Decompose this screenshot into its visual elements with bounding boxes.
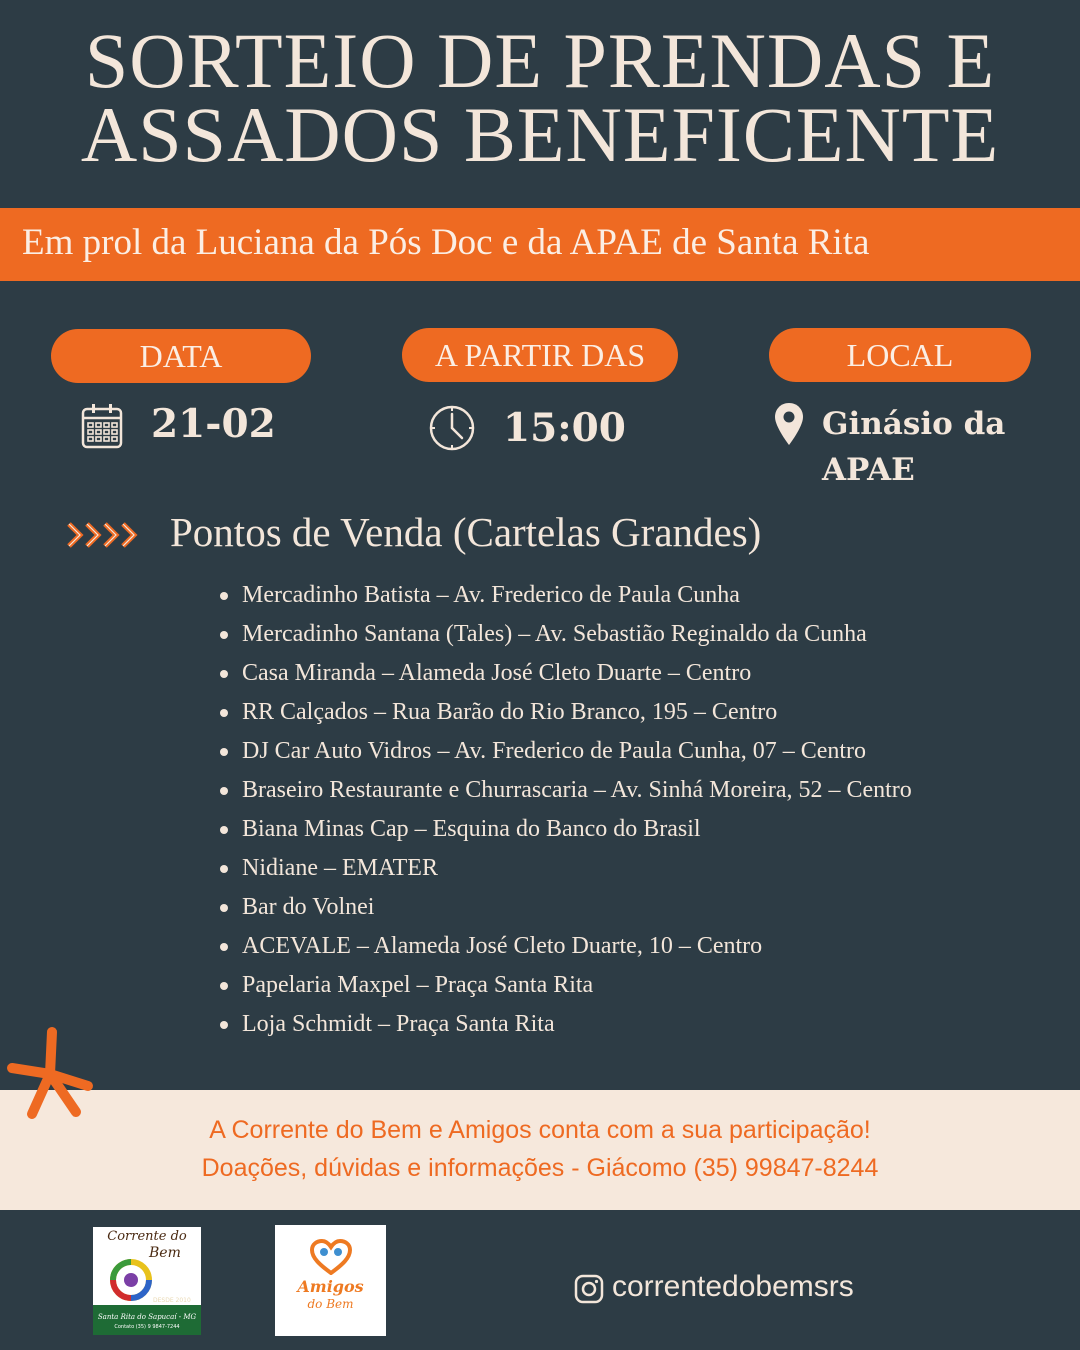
logo-corrente-title-2: Bem <box>149 1245 181 1261</box>
logo-corrente-title-1: Corrente do <box>107 1229 187 1244</box>
footer-message: A Corrente do Bem e Amigos conta com a sua participação! <box>209 1116 871 1144</box>
corrente-do-bem-logo <box>93 1227 201 1335</box>
logo-amigos-line-2: do Bem <box>307 1297 354 1311</box>
location-label-pill: LOCAL <box>769 328 1031 382</box>
title-line-2: ASSADOS BENEFICENTE <box>80 91 1000 178</box>
logo-amigos-line-1: Amigos <box>297 1277 364 1296</box>
location-line-1: Ginásio da <box>822 406 1006 442</box>
list-item: Braseiro Restaurante e Churrascaria – Av. Sinhá Moreira, 52 – Centro <box>218 771 912 810</box>
heart-people-icon <box>310 1239 352 1275</box>
title-line-1: SORTEIO DE PRENDAS E <box>84 17 996 104</box>
clock-icon <box>428 404 476 452</box>
list-item: RR Calçados – Rua Barão do Rio Branco, 195 – Centro <box>218 693 912 732</box>
sales-points-title: Pontos de Venda (Cartelas Grandes) <box>170 509 762 555</box>
logo-corrente-contact: Contato (35) 9 9847-7244 <box>114 1324 180 1330</box>
time-value: 15:00 <box>503 405 626 451</box>
date-value: 21-02 <box>151 401 276 447</box>
sales-points-list <box>218 576 912 1044</box>
list-item: Mercadinho Santana (Tales) – Av. Sebastião Reginaldo da Cunha <box>218 615 912 654</box>
list-item: ACEVALE – Alameda José Cleto Duarte, 10 – Centro <box>218 927 912 966</box>
subtitle: Em prol da Luciana da Pós Doc e da APAE de Santa Rita <box>22 222 870 263</box>
list-item: Papelaria Maxpel – Praça Santa Rita <box>218 966 912 1005</box>
list-item: Casa Miranda – Alameda José Cleto Duarte – Centro <box>218 654 912 693</box>
logo-corrente-city: Santa Rita do Sapucaí - MG <box>97 1313 197 1321</box>
footer-banner <box>0 1090 1080 1210</box>
instagram-handle[interactable]: correntedobemsrs <box>612 1270 854 1303</box>
instagram-icon <box>574 1274 604 1304</box>
logo-corrente-since: DESDE 2010 <box>153 1297 191 1304</box>
amigos-do-bem-logo <box>275 1225 386 1336</box>
list-item: Nidiane – EMATER <box>218 849 912 888</box>
list-item: Mercadinho Batista – Av. Frederico de Paula Cunha <box>218 576 912 615</box>
location-pin-icon <box>774 402 804 446</box>
starburst-icon <box>2 1022 98 1126</box>
list-item: DJ Car Auto Vidros – Av. Frederico de Paula Cunha, 07 – Centro <box>218 732 912 771</box>
arrows-icon <box>66 520 152 550</box>
list-item: Loja Schmidt – Praça Santa Rita <box>218 1005 912 1044</box>
calendar-icon <box>81 403 123 449</box>
list-item: Bar do Volnei <box>218 888 912 927</box>
footer-contact: Doações, dúvidas e informações - Giácomo (35) 99847-8244 <box>201 1154 879 1182</box>
location-line-2: APAE <box>822 452 915 488</box>
time-label-pill: A PARTIR DAS <box>402 328 678 382</box>
hands-circle-icon <box>103 1255 159 1305</box>
date-label-pill: DATA <box>51 329 311 383</box>
page-title <box>0 17 1080 178</box>
list-item: Biana Minas Cap – Esquina do Banco do Brasil <box>218 810 912 849</box>
